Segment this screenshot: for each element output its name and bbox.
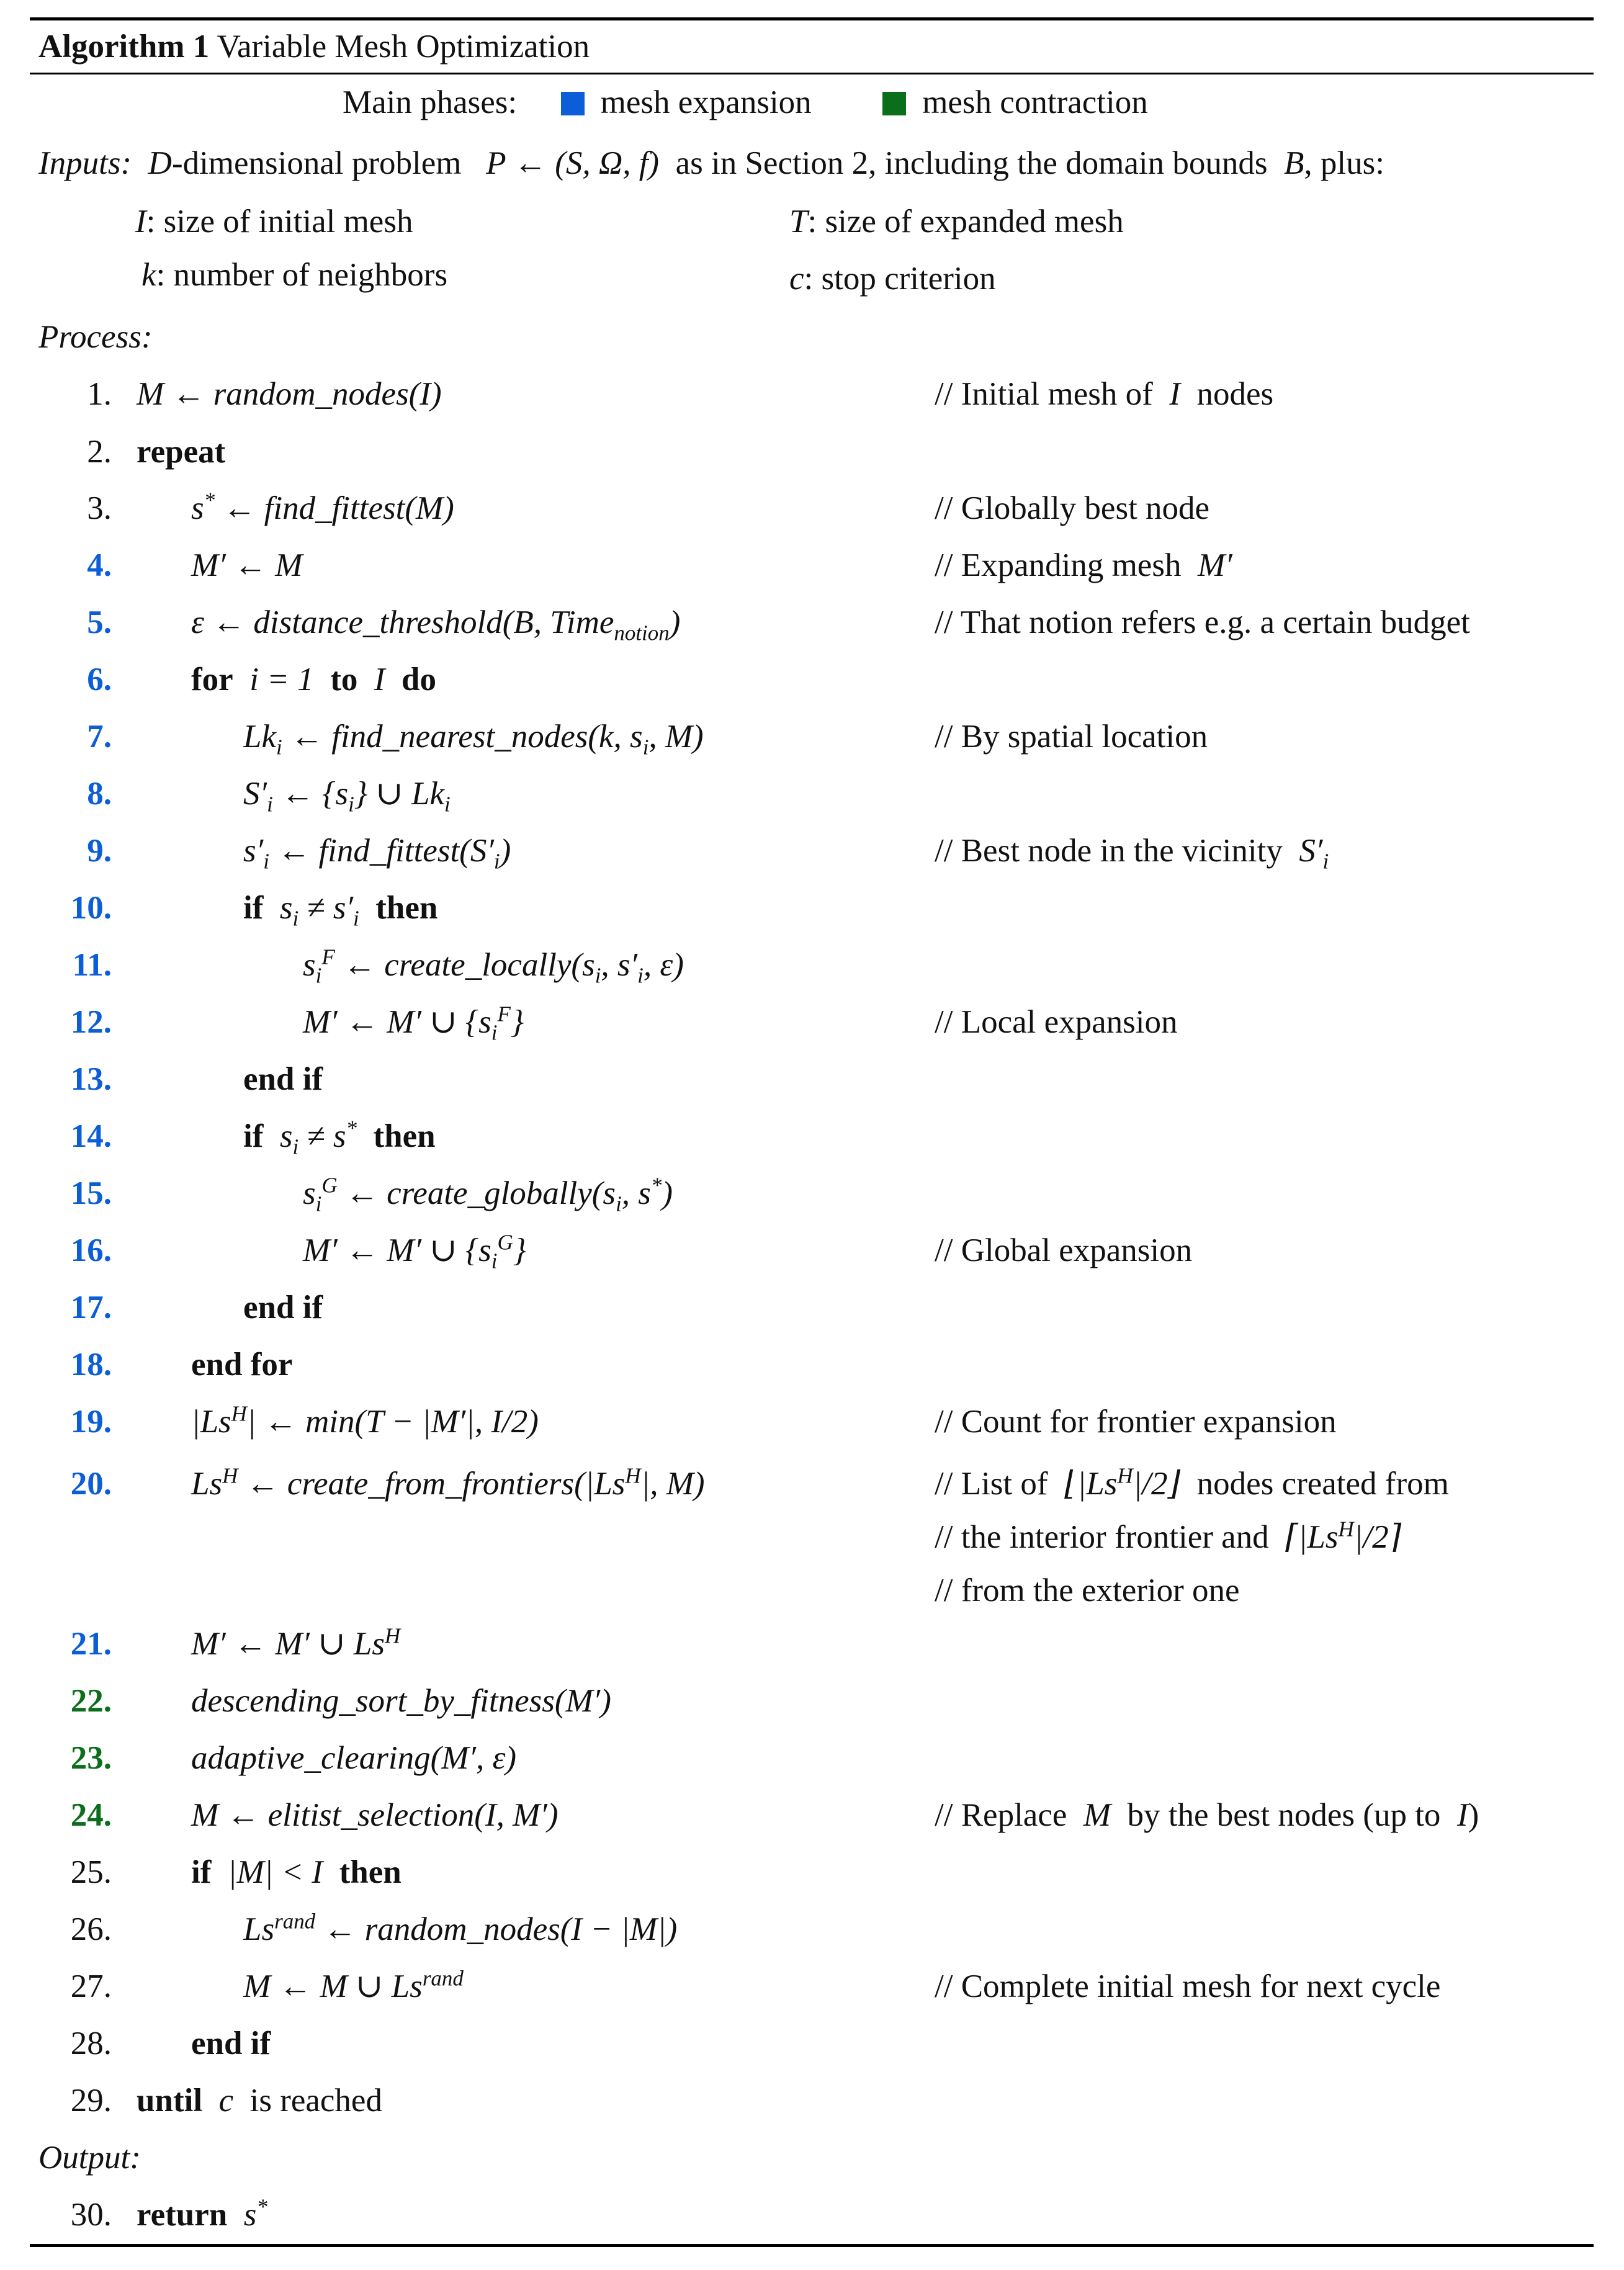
line-number: 10.	[70, 890, 112, 926]
code-line-5: ε ← distance_threshold(B, Time$_{notion}$)	[191, 604, 681, 645]
comment-line-1: // Initial mesh of I nodes	[935, 376, 1274, 412]
comment-line-7: // By spatial location	[935, 719, 1208, 755]
line-number: 12.	[70, 1004, 112, 1040]
comment-line-20c: // from the exterior one	[935, 1572, 1240, 1608]
line-number: 28.	[70, 2026, 112, 2061]
inputs-label: Inputs:	[38, 145, 132, 181]
phases-legend	[343, 81, 1148, 124]
code-line-23: adaptive_clearing(M′, ε)	[191, 1740, 517, 1776]
contraction-swatch-icon	[882, 92, 906, 115]
code-line-11: $s_i^F$ ← $create\_locally(s_i$, $s'_i$, ε)	[303, 944, 684, 988]
line-number: 9.	[87, 833, 112, 869]
code-line-9: $s'_i$ ← $find\_fittest(S'_i)$	[243, 833, 511, 874]
input-k: k: number of neighbors	[141, 257, 448, 293]
line-number: 8.	[87, 776, 112, 812]
line-number: 24.	[70, 1797, 112, 1833]
comment-line-19: // Count for frontier expansion	[935, 1404, 1337, 1440]
code-line-26: $Ls^{rand}$ ← random_nodes(I − |M|)	[243, 1909, 678, 1947]
line-number: 25.	[70, 1854, 112, 1890]
algorithm-title: Variable Mesh Optimization	[217, 29, 590, 65]
comment-line-20a: // List of $⌊|Ls^H|/2⌋$ nodes created from	[935, 1463, 1449, 1502]
expansion-legend-label: mesh expansion	[600, 84, 812, 120]
line-number: 14.	[70, 1118, 112, 1154]
code-line-3: s* ← find_fittest(M)	[191, 488, 454, 526]
code-line-18: end for	[191, 1347, 293, 1383]
algorithm-heading	[38, 25, 590, 68]
comment-line-24: // Replace M by the best nodes (up to I)	[935, 1797, 1479, 1833]
bottom-rule	[30, 2244, 1594, 2247]
comment-line-3: // Globally best node	[935, 490, 1210, 526]
code-line-4: M′ ← M	[191, 547, 303, 583]
line-number: 27.	[70, 1968, 112, 2004]
line-number: 21.	[70, 1626, 112, 1662]
inputs-line: Inputs: D-dimensional problem P ← (S, Ω, f) as in Section 2, including the domain bounds B, plus:	[38, 145, 1384, 181]
line-number: 7.	[87, 719, 112, 755]
code-line-16: M′ ← M′ ∪ $\{s_i^G\}$	[303, 1230, 526, 1273]
line-number: 22.	[70, 1683, 112, 1719]
header-rule	[30, 73, 1594, 74]
code-line-21: M′ ← M′ ∪ $Ls^H$	[191, 1623, 401, 1662]
code-line-2: repeat	[137, 434, 226, 470]
code-line-29: until c is reached	[137, 2083, 382, 2119]
process-label: Process:	[38, 319, 153, 355]
line-number: 20.	[70, 1466, 112, 1502]
expansion-swatch-icon	[561, 92, 585, 115]
line-number: 18.	[70, 1347, 112, 1383]
phases-label: Main phases:	[343, 84, 518, 120]
line-number: 2.	[87, 434, 112, 470]
inputs-text-b: as in Section 2, including the domain bounds	[675, 145, 1268, 181]
code-line-8: $S'_i$ ← $\{s_i\}$ ∪ $Lk_i$	[243, 776, 451, 817]
inputs-text-a: -dimensional problem	[171, 145, 462, 181]
line-number: 29.	[70, 2083, 112, 2119]
line-number: 13.	[70, 1061, 112, 1097]
line-number: 11.	[72, 947, 112, 983]
code-line-30: return s*	[137, 2194, 267, 2233]
comment-line-27: // Complete initial mesh for next cycle	[935, 1968, 1441, 2004]
input-T: T: size of expanded mesh	[789, 204, 1124, 240]
code-line-22: descending_sort_by_fitness(M′)	[191, 1683, 611, 1719]
code-line-25: if |M| < I then	[191, 1854, 402, 1890]
line-number: 5.	[87, 604, 112, 640]
code-line-15: $s_i^G$ ← $create\_globally(s_i$, s*)	[303, 1173, 673, 1216]
line-number: 16.	[70, 1232, 112, 1268]
code-line-13: end if	[243, 1061, 323, 1097]
input-I: I: size of initial mesh	[135, 204, 413, 240]
line-number: 17.	[70, 1290, 112, 1326]
input-c: c: stop criterion	[789, 261, 996, 297]
code-line-10: if $s_i \ne s'_i$ then	[243, 890, 438, 931]
line-number: 30.	[70, 2197, 112, 2233]
code-line-7: $Lk_i$ ← find_nearest_nodes(k, $s_i$, M)	[243, 719, 704, 760]
code-line-28: end if	[191, 2026, 271, 2061]
code-line-27: M ← M ∪ $Ls^{rand}$	[243, 1966, 464, 2004]
inputs-text-c: , plus:	[1304, 145, 1384, 181]
contraction-legend-label: mesh contraction	[922, 84, 1148, 120]
comment-line-9: // Best node in the vicinity $S'_i$	[935, 833, 1329, 874]
line-number: 1.	[87, 376, 112, 412]
line-number: 19.	[70, 1404, 112, 1440]
comment-line-16: // Global expansion	[935, 1232, 1193, 1268]
line-number: 15.	[70, 1175, 112, 1211]
line-number: 26.	[70, 1911, 112, 1947]
comment-line-12: // Local expansion	[935, 1004, 1178, 1040]
code-line-17: end if	[243, 1290, 323, 1326]
code-line-6: for i = 1 to I do	[191, 662, 436, 698]
line-number: 6.	[87, 662, 112, 698]
comment-line-4: // Expanding mesh M′	[935, 547, 1232, 583]
comment-line-5: // That notion refers e.g. a certain budget	[935, 604, 1470, 640]
line-number: 3.	[87, 490, 112, 526]
code-line-24: M ← elitist_selection(I, M′)	[191, 1797, 559, 1833]
output-label: Output:	[38, 2140, 141, 2176]
code-line-20: $Ls^H$ ← $create\_from\_frontiers(|Ls^H|$, M)	[191, 1463, 705, 1502]
code-line-1: M ← random_nodes(I)	[137, 376, 442, 412]
algorithm-label: Algorithm 1	[38, 29, 210, 65]
comment-line-20b: // the interior frontier and $⌈|Ls^H|/2⌉$	[935, 1517, 1402, 1555]
code-line-19: $|Ls^H|$ ← min(T − |M′|, I/2)	[191, 1401, 539, 1440]
code-line-12: M′ ← M′ ∪ $\{s_i^F\}$	[303, 1002, 524, 1045]
line-number: 23.	[70, 1740, 112, 1776]
top-rule	[30, 17, 1594, 20]
line-number: 4.	[87, 547, 112, 583]
code-line-14: if $s_i \ne s^*$ then	[243, 1116, 436, 1159]
